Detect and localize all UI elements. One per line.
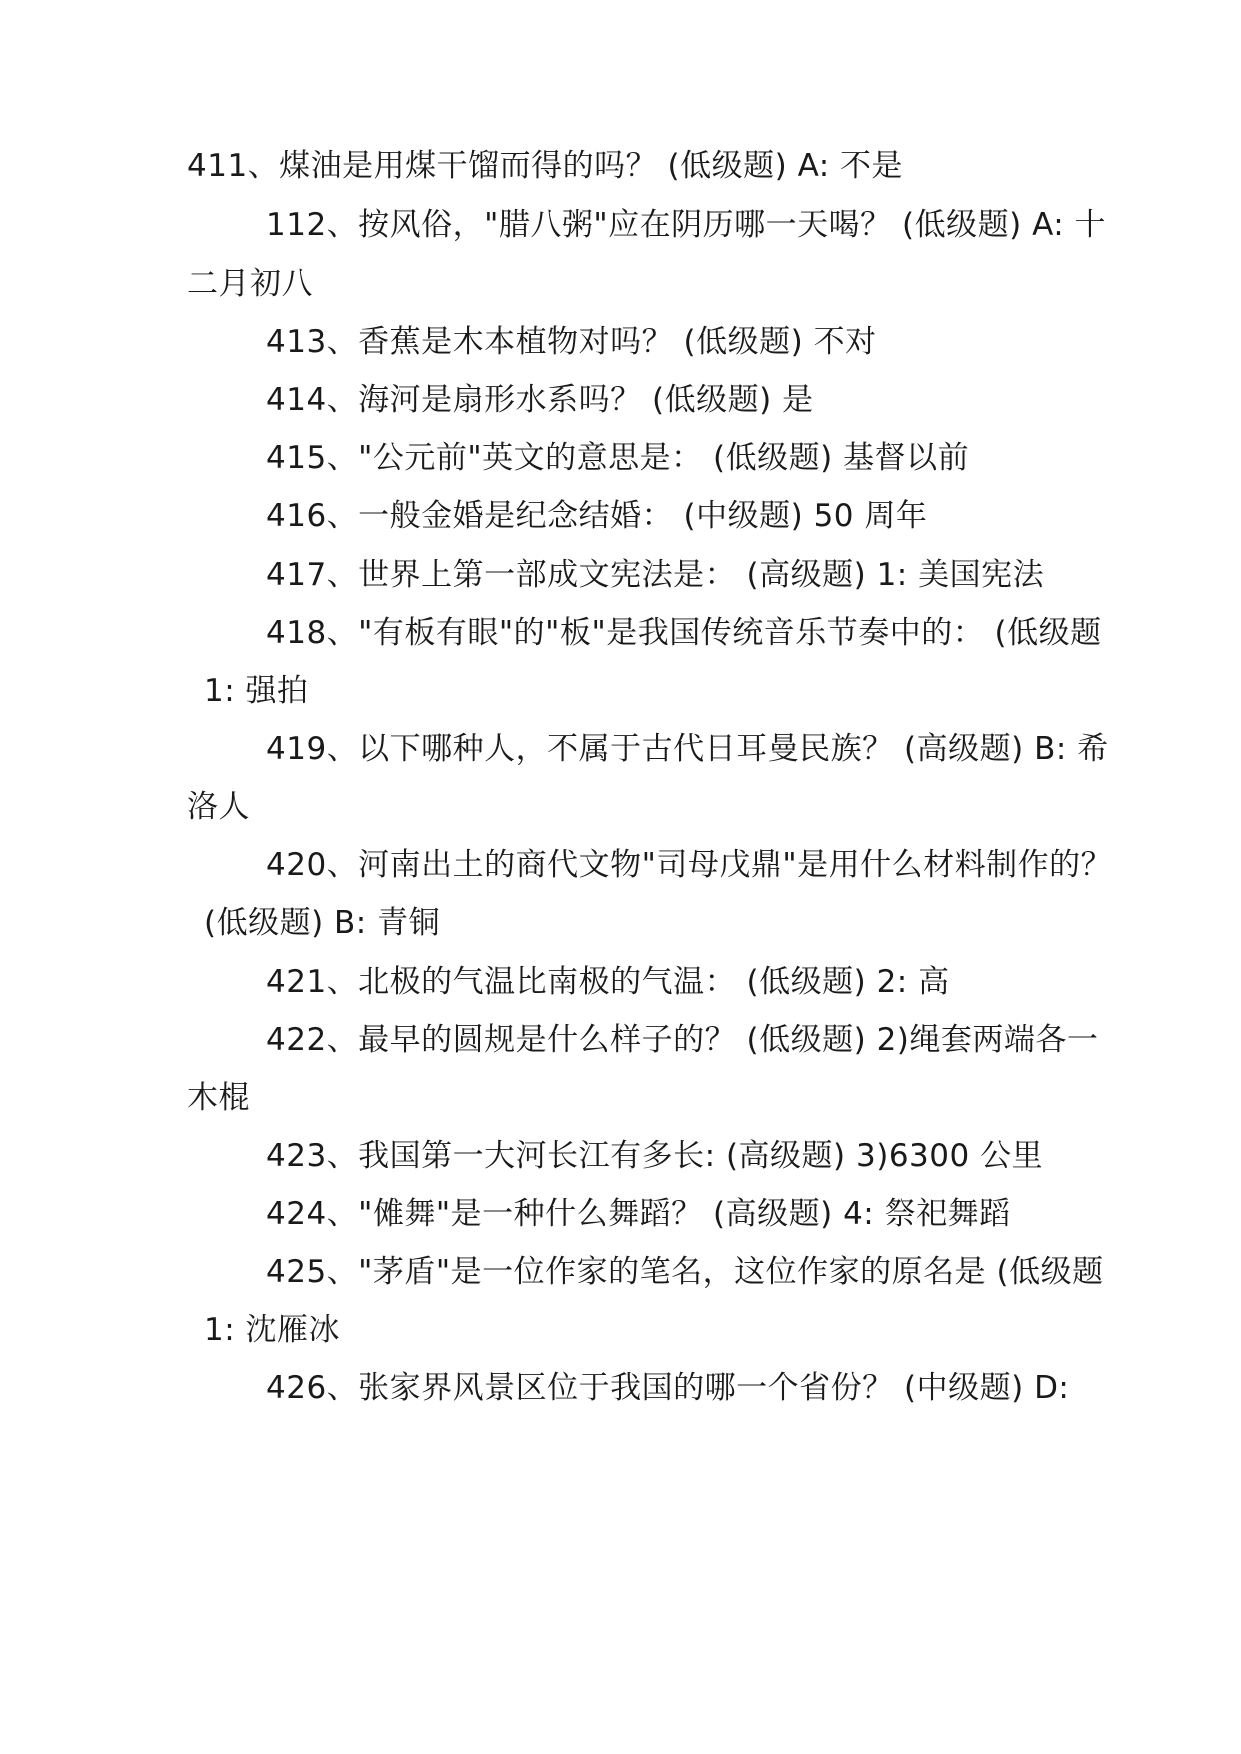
text-line: 423、我国第一大河长江有多长: (高级题) 3)6300 公里: [266, 1138, 1044, 1174]
text-line: 二月初八: [187, 266, 313, 302]
text-line: 419、以下哪种人，不属于古代日耳曼民族？ (高级题) B: 希: [266, 731, 1109, 767]
text-line: 415、"公元前"英文的意思是： (低级题) 基督以前: [266, 440, 970, 476]
text-line: 425、"茅盾"是一位作家的笔名，这位作家的原名是 (低级题: [266, 1254, 1104, 1290]
text-line: 420、河南出土的商代文物"司母戊鼎"是用什么材料制作的？: [266, 847, 1113, 883]
text-line: 1: 强拍: [204, 673, 309, 709]
text-line: 1: 沈雁冰: [204, 1312, 341, 1348]
text-line: 417、世界上第一部成文宪法是： (高级题) 1: 美国宪法: [266, 557, 1045, 593]
text-line: 木棍: [187, 1080, 250, 1116]
text-line: 411、煤油是用煤干馏而得的吗？ (低级题) A: 不是: [187, 148, 904, 184]
text-line: 426、张家界风景区位于我国的哪一个省份？ (中级题) D:: [266, 1370, 1070, 1406]
text-line: 421、北极的气温比南极的气温： (低级题) 2: 高: [266, 964, 950, 1000]
text-line: 413、香蕉是木本植物对吗？ (低级题) 不对: [266, 324, 877, 360]
text-line: 424、"傩舞"是一种什么舞蹈？ (高级题) 4: 祭祀舞蹈: [266, 1196, 1011, 1232]
text-line: 414、海河是扇形水系吗？ (低级题) 是: [266, 382, 814, 418]
text-line: (低级题) B: 青铜: [204, 905, 441, 941]
text-line: 416、一般金婚是纪念结婚： (中级题) 50 周年: [266, 498, 928, 534]
text-line: 422、最早的圆规是什么样子的？ (低级题) 2)绳套两端各一: [266, 1022, 1099, 1058]
text-line: 112、按风俗，"腊八粥"应在阴历哪一天喝？ (低级题) A: 十: [266, 207, 1107, 243]
text-line: 洛人: [187, 789, 250, 825]
text-line: 418、"有板有眼"的"板"是我国传统音乐节奏中的： (低级题: [266, 615, 1102, 651]
